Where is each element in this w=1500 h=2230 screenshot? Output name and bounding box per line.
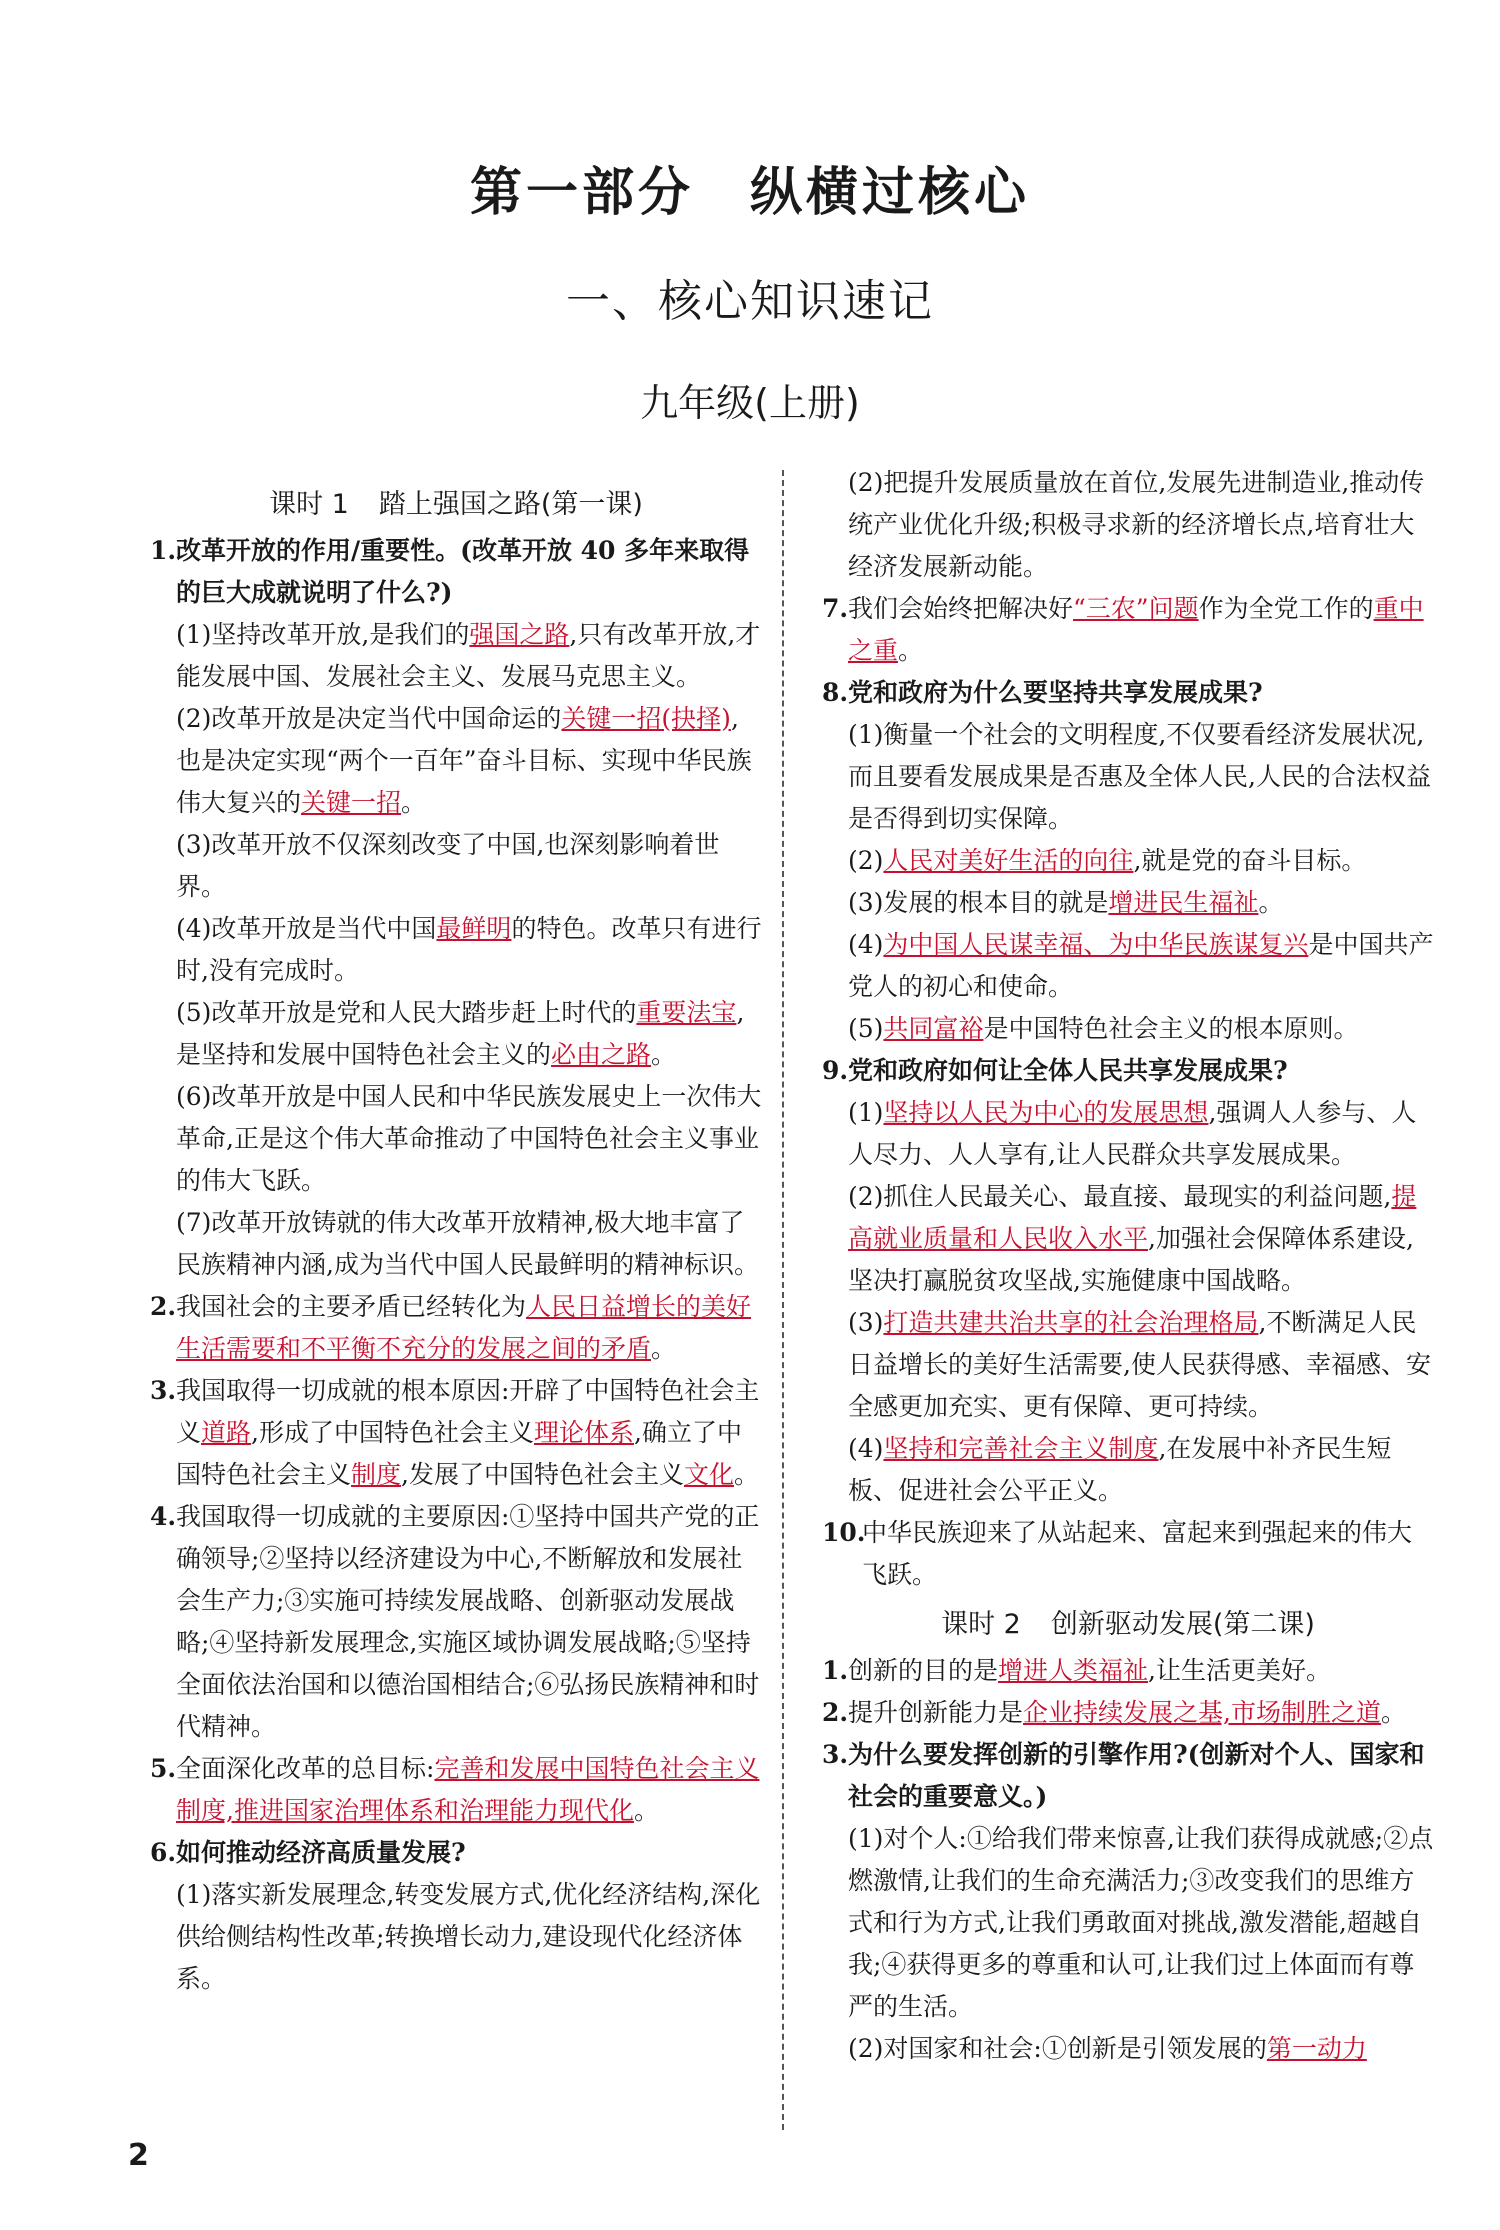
answer-1-7: (7)改革开放铸就的伟大改革开放精神,极大地丰富了民族精神内涵,成为当代中国人民最鲜明的精神标识。 xyxy=(176,1208,759,1279)
lesson-title: 创新驱动发展(第二课) xyxy=(1050,1609,1315,1640)
section-title: 一、核心知识速记 xyxy=(566,276,934,327)
answer-c3-1: (1)对个人:①给我们带来惊喜,让我们获得成就感;②点燃激情,让我们的生命充满活力;③改变我们的思维方式和行为方式,让我们勇敢面对挑战,激发潜能,超越自我;④获得更多的尊重和认可,让我们过上体面而有尊严的生活。 xyxy=(848,1824,1434,2021)
answer-8-2: (2)人民对美好生活的向往,就是党的奋斗目标。 xyxy=(848,846,1367,875)
point-5: 5.全面深化改革的总目标:完善和发展中国特色社会主义制度,推进国家治理体系和治理能力现代化。 xyxy=(150,1754,760,1825)
question-1: 1.改革开放的作用/重要性。(改革开放 40 多年来取得的巨大成就说明了什么?) xyxy=(150,536,750,607)
answer-8-4: (4)为中国人民谋幸福、为中华民族谋复兴是中国共产党人的初心和使命。 xyxy=(848,930,1434,1001)
question-9: 9.党和政府如何让全体人民共享发展成果? xyxy=(822,1056,1288,1085)
grade-title: 九年级(上册) xyxy=(640,381,860,425)
lesson-label: 课时 2 xyxy=(941,1609,1021,1640)
lesson-2-heading xyxy=(822,1604,1434,1646)
point-2: 2.我国社会的主要矛盾已经转化为人民日益增长的美好生活需要和不平衡不充分的发展之间的矛盾。 xyxy=(150,1292,752,1363)
point-3: 3.我国取得一切成就的根本原因:开辟了中国特色社会主义道路,形成了中国特色社会主义理论体系,确立了中国特色社会主义制度,发展了中国特色社会主义文化。 xyxy=(150,1376,760,1489)
answer-9-2: (2)抓住人民最关心、最直接、最现实的利益问题,提高就业质量和人民收入水平,加强社会保障体系建设,坚决打赢脱贫攻坚战,实施健康中国战略。 xyxy=(848,1182,1417,1295)
answer-6-2: (2)把提升发展质量放在首位,发展先进制造业,推动传统产业优化升级;积极寻求新的经济增长点,培育壮大经济发展新动能。 xyxy=(848,468,1425,581)
answer-1-4: (4)改革开放是当代中国最鲜明的特色。改革只有进行时,没有完成时。 xyxy=(176,914,762,985)
column-divider xyxy=(782,470,784,2130)
left-column xyxy=(150,478,762,2000)
point-7: 7.我们会始终把解决好“三农”问题作为全党工作的重中之重。 xyxy=(822,594,1424,665)
point-c2: 2.提升创新能力是企业持续发展之基,市场制胜之道。 xyxy=(822,1698,1406,1727)
page-number: 2 xyxy=(128,2138,149,2173)
part-title: 第一部分 纵横过核心 xyxy=(469,163,1030,223)
point-10: 10.中华民族迎来了从站起来、富起来到强起来的伟大飞跃。 xyxy=(822,1518,1413,1589)
answer-8-1: (1)衡量一个社会的文明程度,不仅要看经济发展状况,而且要看发展成果是否惠及全体人民,人民的合法权益是否得到切实保障。 xyxy=(848,720,1431,833)
right-column xyxy=(822,462,1434,2070)
question-c3: 3.为什么要发挥创新的引擎作用?(创新对个人、国家和社会的重要意义。) xyxy=(822,1740,1425,1811)
point-c1: 1.创新的目的是增进人类福祉,让生活更美好。 xyxy=(822,1656,1331,1685)
answer-c3-2: (2)对国家和社会:①创新是引领发展的第一动力 xyxy=(848,2034,1367,2063)
answer-8-5: (5)共同富裕是中国特色社会主义的根本原则。 xyxy=(848,1014,1359,1043)
answer-1-3: (3)改革开放不仅深刻改变了中国,也深刻影响着世界。 xyxy=(176,830,720,901)
lesson-title: 踏上强国之路(第一课) xyxy=(378,489,643,520)
answer-1-1: (1)坚持改革开放,是我们的强国之路,只有改革开放,才能发展中国、发展社会主义、发展马克思主义。 xyxy=(176,620,761,691)
lesson-label: 课时 1 xyxy=(269,489,349,520)
answer-9-4: (4)坚持和完善社会主义制度,在发展中补齐民生短板、促进社会公平正义。 xyxy=(848,1434,1392,1505)
answer-9-3: (3)打造共建共治共享的社会治理格局,不断满足人民日益增长的美好生活需要,使人民获得感、幸福感、安全感更加充实、更有保障、更可持续。 xyxy=(848,1308,1431,1421)
answer-1-2: (2)改革开放是决定当代中国命运的关键一招(抉择),也是决定实现“两个一百年”奋斗目标、实现中华民族伟大复兴的关键一招。 xyxy=(176,704,752,817)
answer-1-6: (6)改革开放是中国人民和中华民族发展史上一次伟大革命,正是这个伟大革命推动了中国特色社会主义事业的伟大飞跃。 xyxy=(176,1082,762,1195)
point-4: 4.我国取得一切成就的主要原因:①坚持中国共产党的正确领导;②坚持以经济建设为中心,不断解放和发展社会生产力;③实施可持续发展战略、创新驱动发展战略;④坚持新发展理念,实施区域协调发展战略;⑤坚持全面依法治国和以德治国相结合;⑥弘扬民族精神和时代精神。 xyxy=(150,1502,760,1741)
answer-8-3: (3)发展的根本目的就是增进民生福祉。 xyxy=(848,888,1284,917)
lesson-1-heading xyxy=(150,484,762,526)
answer-6-1: (1)落实新发展理念,转变发展方式,优化经济结构,深化供给侧结构性改革;转换增长动力,建设现代化经济体系。 xyxy=(176,1880,761,1993)
question-8: 8.党和政府为什么要坚持共享发展成果? xyxy=(822,678,1263,707)
question-6: 6.如何推动经济高质量发展? xyxy=(150,1838,466,1867)
answer-9-1: (1)坚持以人民为中心的发展思想,强调人人参与、人人尽力、人人享有,让人民群众共享发展成果。 xyxy=(848,1098,1417,1169)
answer-1-5: (5)改革开放是党和人民大踏步赶上时代的重要法宝,是坚持和发展中国特色社会主义的必由之路。 xyxy=(176,998,745,1069)
